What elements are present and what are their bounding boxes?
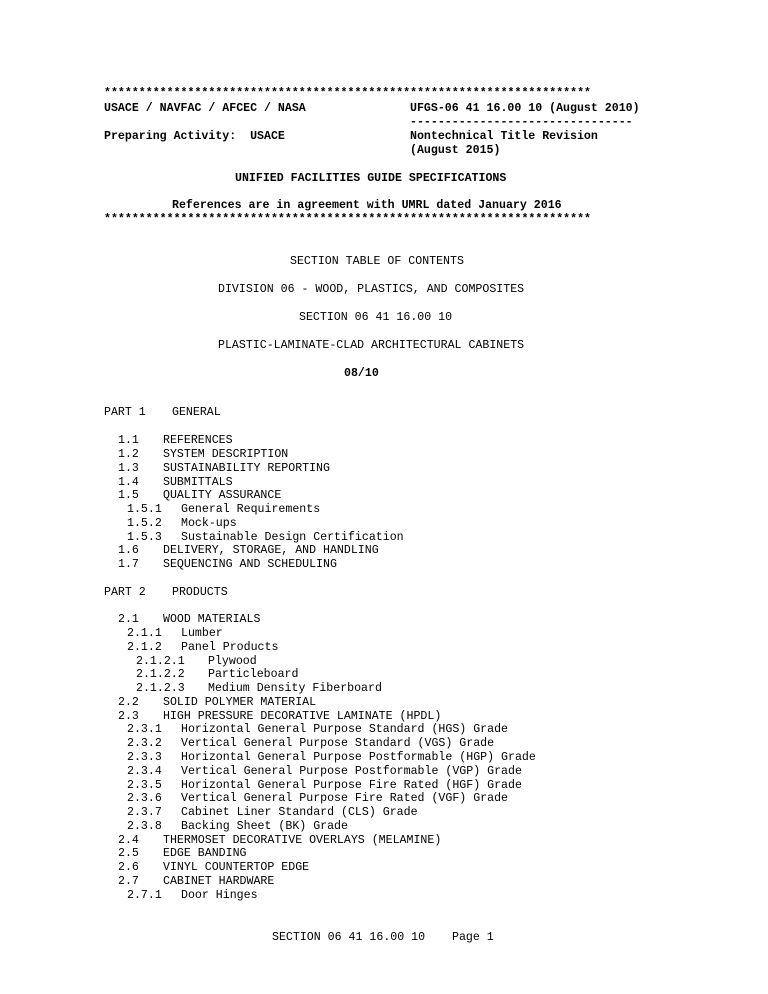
toc-entry: QUALITY ASSURANCE (163, 489, 282, 502)
toc-num: 2.6 (118, 861, 139, 874)
part-2-title: PRODUCTS (172, 586, 228, 599)
toc-num: 2.3 (118, 710, 139, 723)
footer-page-number: Page 1 (452, 931, 494, 944)
section-number: SECTION 06 41 16.00 10 (299, 311, 453, 324)
preparing-activity: Preparing Activity: USACE (104, 130, 285, 143)
toc-entry: Backing Sheet (BK) Grade (181, 820, 348, 833)
revision-line-1: Nontechnical Title Revision (410, 130, 598, 143)
toc-entry: REFERENCES (163, 434, 233, 447)
toc-entry: Horizontal General Purpose Fire Rated (HGF) Grade (181, 779, 522, 792)
toc-num: 2.7.1 (127, 889, 162, 902)
toc-entry: CABINET HARDWARE (163, 875, 275, 888)
toc-entry: HIGH PRESSURE DECORATIVE LAMINATE (HPDL) (163, 710, 442, 723)
top-star-rule: ********************************************************************** (104, 87, 592, 100)
toc-num: 1.5 (118, 489, 139, 502)
toc-num: 2.1.2 (127, 641, 162, 654)
toc-num: 1.4 (118, 476, 139, 489)
section-date: 08/10 (344, 367, 379, 380)
toc-num: 1.2 (118, 448, 139, 461)
toc-num: 2.1.2.3 (136, 682, 185, 695)
toc-num: 1.5.1 (127, 503, 162, 516)
toc-entry: Door Hinges (181, 889, 258, 902)
toc-entry: SUSTAINABILITY REPORTING (163, 462, 330, 475)
toc-entry: SOLID POLYMER MATERIAL (163, 696, 317, 709)
toc-num: 2.4 (118, 834, 139, 847)
toc-entry: SEQUENCING AND SCHEDULING (163, 558, 337, 571)
guide-title: UNIFIED FACILITIES GUIDE SPECIFICATIONS (235, 172, 507, 185)
toc-num: 2.5 (118, 847, 139, 860)
agencies-label: USACE / NAVFAC / AFCEC / NASA (104, 102, 306, 115)
toc-entry: SUBMITTALS (163, 476, 233, 489)
revision-line-2: (August 2015) (410, 144, 501, 157)
toc-entry: Vertical General Purpose Standard (VGS) Grade (181, 737, 495, 750)
toc-entry: Plywood (208, 655, 257, 668)
toc-num: 2.1.2.2 (136, 668, 185, 681)
toc-entry: WOOD MATERIALS (163, 613, 261, 626)
toc-num: 2.3.3 (127, 751, 162, 764)
toc-entry: EDGE BANDING (163, 847, 247, 860)
toc-entry: VINYL COUNTERTOP EDGE (163, 861, 310, 874)
toc-entry: SYSTEM DESCRIPTION (163, 448, 289, 461)
toc-entry: Horizontal General Purpose Standard (HGS) Grade (181, 723, 508, 736)
toc-entry: Medium Density Fiberboard (208, 682, 382, 695)
toc-entry: Particleboard (208, 668, 299, 681)
toc-num: 2.2 (118, 696, 139, 709)
toc-num: 2.7 (118, 875, 139, 888)
toc-num: 2.1 (118, 613, 139, 626)
toc-entry: Lumber (181, 627, 223, 640)
toc-num: 1.7 (118, 558, 139, 571)
toc-num: 2.3.5 (127, 779, 162, 792)
toc-num: 2.3.4 (127, 765, 162, 778)
part-1-number: PART 1 (104, 406, 146, 419)
toc-entry: DELIVERY, STORAGE, AND HANDLING (163, 544, 379, 557)
part-1-title: GENERAL (172, 406, 221, 419)
toc-num: 2.1.1 (127, 627, 162, 640)
toc-entry: Panel Products (181, 641, 279, 654)
toc-heading: SECTION TABLE OF CONTENTS (290, 255, 464, 268)
toc-num: 2.3.7 (127, 806, 162, 819)
toc-entry: General Requirements (181, 503, 321, 516)
toc-num: 2.1.2.1 (136, 655, 185, 668)
toc-num: 1.6 (118, 544, 139, 557)
toc-num: 1.1 (118, 434, 139, 447)
section-title: PLASTIC-LAMINATE-CLAD ARCHITECTURAL CABINETS (218, 339, 525, 352)
division-title: DIVISION 06 - WOOD, PLASTICS, AND COMPOSITES (218, 283, 525, 296)
toc-entry: Sustainable Design Certification (181, 531, 404, 544)
toc-entry: THERMOSET DECORATIVE OVERLAYS (MELAMINE) (163, 834, 442, 847)
toc-num: 2.3.1 (127, 723, 162, 736)
toc-entry: Vertical General Purpose Fire Rated (VGF) Grade (181, 792, 508, 805)
toc-num: 1.5.3 (127, 531, 162, 544)
toc-num: 1.3 (118, 462, 139, 475)
toc-num: 1.5.2 (127, 517, 162, 530)
references-note: References are in agreement with UMRL dated January 2016 (172, 199, 562, 212)
toc-entry: Mock-ups (181, 517, 237, 530)
toc-entry: Cabinet Liner Standard (CLS) Grade (181, 806, 418, 819)
toc-entry: Horizontal General Purpose Postformable (HGP) Grade (181, 751, 536, 764)
spec-number: UFGS-06 41 16.00 10 (August 2010) (410, 102, 640, 115)
toc-entry: Vertical General Purpose Postformable (VGP) Grade (181, 765, 522, 778)
part-2-number: PART 2 (104, 586, 146, 599)
toc-num: 2.3.6 (127, 792, 162, 805)
footer-section: SECTION 06 41 16.00 10 (272, 931, 426, 944)
bottom-star-rule: ********************************************************************** (104, 213, 592, 226)
toc-num: 2.3.2 (127, 737, 162, 750)
dash-rule: -------------------------------- (410, 116, 633, 129)
toc-num: 2.3.8 (127, 820, 162, 833)
